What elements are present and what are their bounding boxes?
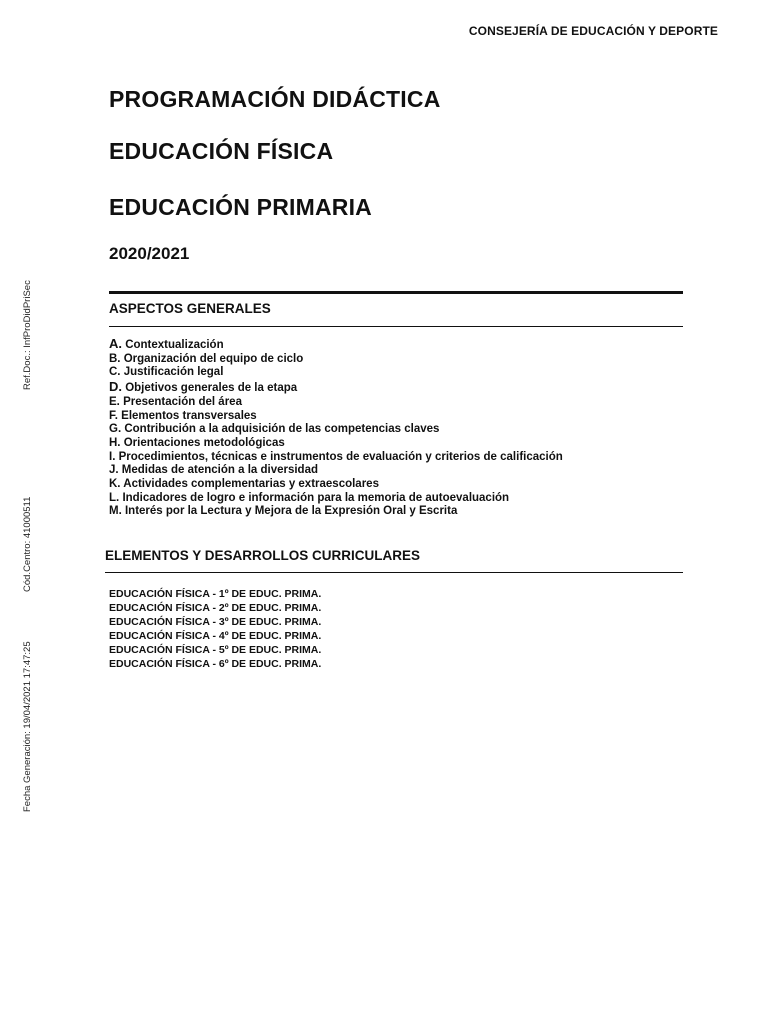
document-title: PROGRAMACIÓN DIDÁCTICA <box>109 86 441 112</box>
curricular-item[interactable]: EDUCACIÓN FÍSICA - 6º DE EDUC. PRIMA. <box>109 657 322 670</box>
curricular-item[interactable]: EDUCACIÓN FÍSICA - 5º DE EDUC. PRIMA. <box>109 643 322 656</box>
curricular-item[interactable]: EDUCACIÓN FÍSICA - 1º DE EDUC. PRIMA. <box>109 588 322 600</box>
general-aspect-text: Contextualización <box>125 339 224 351</box>
general-aspect-item[interactable] <box>109 492 563 506</box>
ref-doc-label: Ref.Doc.: InfProDidPriSec <box>22 280 33 390</box>
general-aspect-item[interactable] <box>109 366 563 380</box>
general-aspect-letter: G. <box>109 423 122 436</box>
general-aspect-text: Orientaciones metodológicas <box>123 436 285 449</box>
general-aspect-item[interactable] <box>109 437 563 451</box>
stage-title: EDUCACIÓN PRIMARIA <box>109 194 372 220</box>
general-aspect-text: Actividades complementarias y extraescolares <box>123 478 379 491</box>
general-aspect-item[interactable] <box>109 380 563 396</box>
general-aspect-letter: C. <box>109 366 121 379</box>
general-aspect-item[interactable] <box>109 505 563 519</box>
general-aspect-letter: E. <box>109 395 120 408</box>
general-aspect-letter: H. <box>109 436 121 449</box>
general-aspect-letter: K. <box>109 478 121 491</box>
general-aspect-text: Objetivos generales de la etapa <box>125 382 298 395</box>
academic-year: 2020/2021 <box>109 244 190 263</box>
general-aspect-item[interactable] <box>109 464 563 478</box>
curricular-item[interactable]: EDUCACIÓN FÍSICA - 4º DE EDUC. PRIMA. <box>109 629 322 642</box>
general-aspect-letter: I. <box>109 450 116 463</box>
centre-code-label: Cód.Centro: 41000511 <box>22 496 33 592</box>
divider-curricular <box>105 572 683 573</box>
general-aspect-text: Indicadores de logro e información para la memoria de autoevaluación <box>122 491 510 504</box>
general-aspect-item[interactable] <box>109 478 563 492</box>
general-aspect-letter: D. <box>109 379 122 395</box>
general-aspect-text: Contribución a la adquisición de las competencias claves <box>124 423 440 436</box>
general-aspect-item[interactable] <box>109 451 563 465</box>
general-aspect-letter: L. <box>109 491 120 504</box>
divider-general <box>109 326 683 327</box>
general-aspect-letter: B. <box>109 352 121 365</box>
general-aspect-item[interactable] <box>109 423 563 437</box>
organization-header: CONSEJERÍA DE EDUCACIÓN Y DEPORTE <box>468 24 718 38</box>
curricular-heading: ELEMENTOS Y DESARROLLOS CURRICULARES <box>105 548 421 563</box>
subject-title: EDUCACIÓN FÍSICA <box>109 138 334 164</box>
general-aspect-text: Interés por la Lectura y Mejora de la Expresión Oral y Escrita <box>124 505 458 518</box>
general-aspect-item[interactable] <box>109 410 563 424</box>
general-aspects-list <box>109 337 563 519</box>
general-aspect-text: Medidas de atención a la diversidad <box>121 464 318 477</box>
general-aspect-letter: J. <box>109 464 119 477</box>
general-aspect-item[interactable] <box>109 337 563 353</box>
general-aspect-letter: F. <box>109 409 118 422</box>
general-aspect-item[interactable] <box>109 353 563 367</box>
general-aspect-letter: M. <box>109 505 122 518</box>
general-aspect-text: Organización del equipo de ciclo <box>123 352 304 365</box>
general-aspect-text: Justificación legal <box>123 366 224 379</box>
general-aspects-heading: ASPECTOS GENERALES <box>109 301 271 316</box>
general-aspect-text: Procedimientos, técnicas e instrumentos de evaluación y criterios de calificación <box>118 450 563 463</box>
divider-top <box>109 291 683 294</box>
general-aspect-item[interactable] <box>109 396 563 410</box>
curricular-item[interactable]: EDUCACIÓN FÍSICA - 2º DE EDUC. PRIMA. <box>109 601 322 614</box>
generation-date-label: Fecha Generación: 19/04/2021 17:47:25 <box>22 641 33 812</box>
general-aspect-letter: A. <box>109 336 122 351</box>
curricular-list <box>109 588 321 671</box>
side-margin <box>0 0 40 1024</box>
general-aspect-text: Presentación del área <box>123 395 242 408</box>
curricular-item[interactable]: EDUCACIÓN FÍSICA - 3º DE EDUC. PRIMA. <box>109 615 322 628</box>
general-aspect-text: Elementos transversales <box>121 409 257 422</box>
